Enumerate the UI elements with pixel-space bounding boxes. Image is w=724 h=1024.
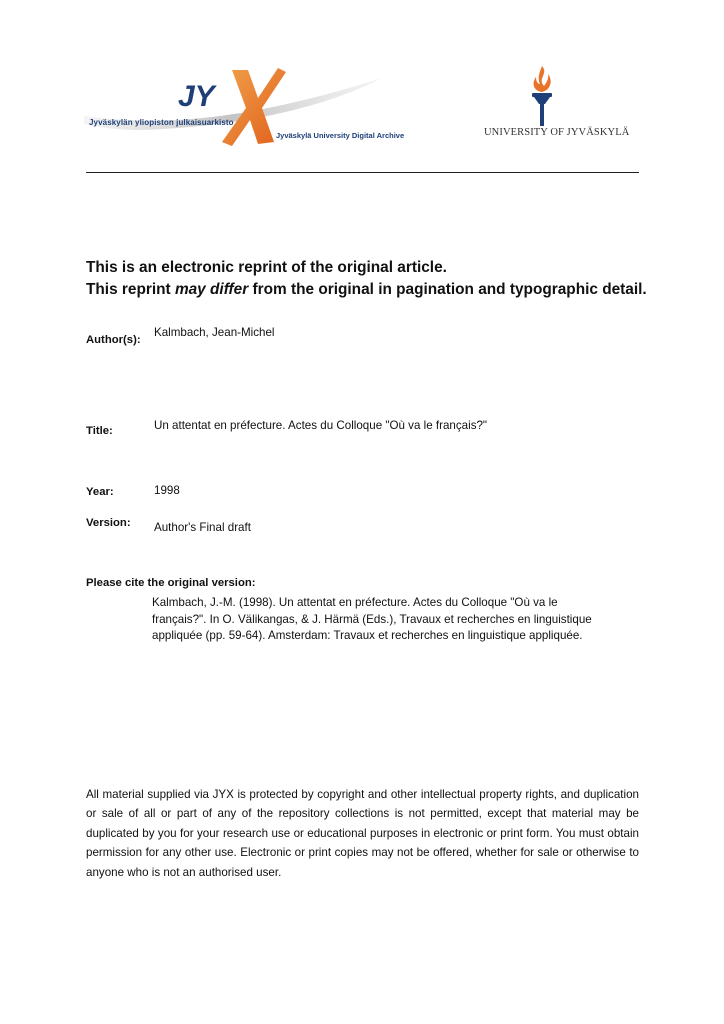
version-value: Author's Final draft	[154, 521, 251, 534]
headline-line-2-prefix: This reprint	[86, 281, 175, 298]
copyright-notice: All material supplied via JYX is protected by copyright and other intellectual property rights, and duplication or sale of all or part of any of the repository collections is not permitted, except that material may be duplicated by you for your research use or educational purposes in electronic or print form. You must obtain permission for any other use. Electronic or print copies may not be offered, whether for sale or otherwise to anyone who is not an authorised user.	[86, 788, 639, 879]
citation-line: français?". In O. Välikangas, & J. Härmä (Eds.), Travaux et recherches en linguistique	[152, 612, 592, 626]
torch-icon	[527, 64, 557, 128]
citation-text	[152, 595, 622, 645]
citation-heading: Please cite the original version:	[86, 577, 256, 589]
repository-name-finnish: Jyväskylän yliopiston julkaisuarkisto	[89, 118, 234, 127]
author-value: Kalmbach, Jean-Michel	[154, 326, 275, 339]
header-divider	[86, 172, 639, 173]
reprint-notice-heading	[86, 257, 646, 301]
repository-name-english: Jyväskylä University Digital Archive	[276, 131, 405, 140]
university-name: UNIVERSITY OF JYVÄSKYLÄ	[484, 127, 630, 138]
citation-line: appliquée (pp. 59-64). Amsterdam: Travaux et recherches en linguistique appliquée.	[152, 629, 583, 643]
citation-line: Kalmbach, J.-M. (1998). Un attentat en préfecture. Actes du Colloque "Où va le	[152, 596, 558, 609]
headline-line-2	[86, 279, 646, 301]
headline-emphasis: may differ	[174, 281, 249, 298]
year-label: Year:	[86, 486, 114, 498]
title-value: Un attentat en préfecture. Actes du Colloque "Où va le français?"	[154, 419, 488, 432]
version-label: Version:	[86, 517, 131, 529]
title-label: Title:	[86, 425, 113, 437]
year-value: 1998	[154, 484, 180, 497]
svg-text:JY: JY	[178, 80, 215, 113]
author-label: Author(s):	[86, 334, 141, 346]
headline-line-1: This is an electronic reprint of the original article.	[86, 259, 447, 276]
headline-line-2-suffix: from the original in pagination and typographic detail.	[248, 281, 647, 298]
